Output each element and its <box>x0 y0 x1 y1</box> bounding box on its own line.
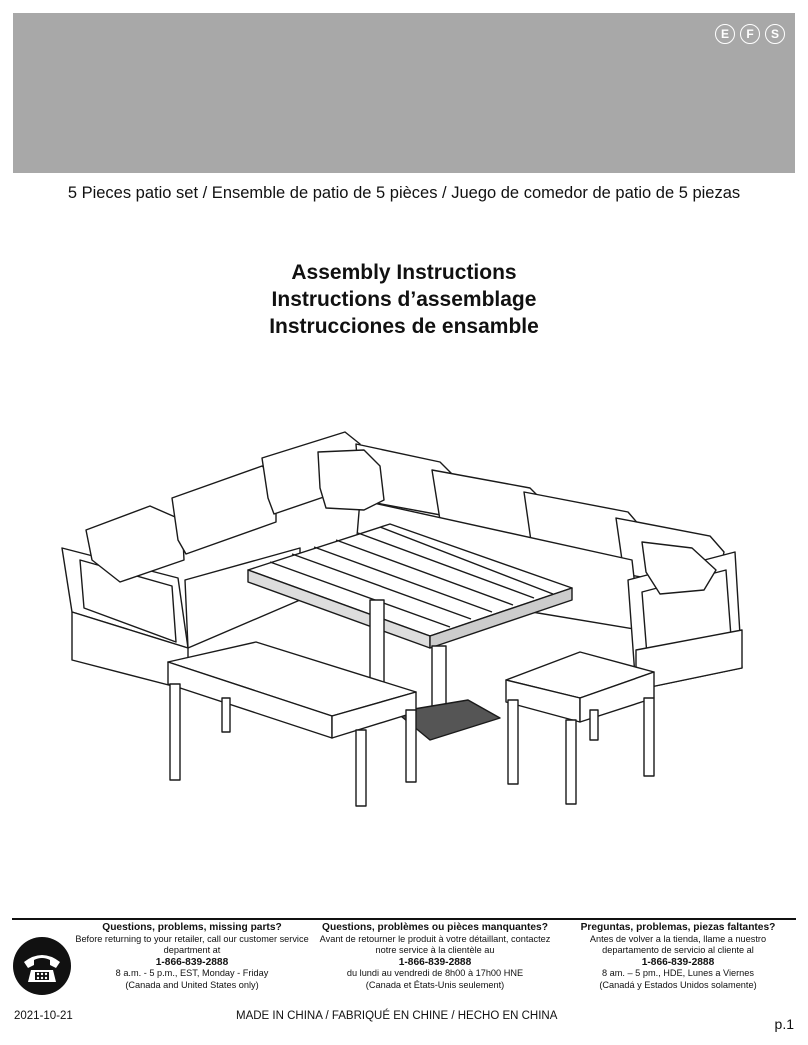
page-number: p.1 <box>774 1016 794 1032</box>
product-subtitle: 5 Pieces patio set / Ensemble de patio de 5 pièces / Juego de comedor de patio de 5 piezas <box>67 184 741 202</box>
help-text-spanish-2: departamento de servicio al cliente al <box>602 945 754 956</box>
title-french: Instructions d’assemblage <box>271 288 537 311</box>
help-phone-french[interactable]: 1-866-839-2888 <box>398 956 472 968</box>
help-spanish <box>560 922 796 992</box>
help-french <box>314 922 556 992</box>
help-hours-spanish: 8 am. – 5 pm., HDE, Lunes a Viernes <box>601 968 754 979</box>
help-text-english-2: department at <box>163 945 221 956</box>
patio-set-illustration <box>55 425 755 815</box>
help-question-english: Questions, problems, missing parts? <box>102 922 282 933</box>
help-hours-english: 8 a.m. - 5 p.m., EST, Monday - Friday <box>115 968 269 979</box>
header-banner <box>13 13 795 173</box>
help-region-english: (Canada and United States only) <box>125 979 259 990</box>
help-phone-spanish[interactable]: 1-866-839-2888 <box>641 956 715 968</box>
help-question-spanish: Preguntas, problemas, piezas faltantes? <box>580 922 776 933</box>
help-text-english: Before returning to your retailer, call our customer service <box>75 933 309 944</box>
help-question-french: Questions, problèmes ou pièces manquantes? <box>322 922 548 933</box>
help-text-spanish: Antes de volver a la tienda, llame a nuestro <box>589 933 767 944</box>
title-block <box>0 259 808 340</box>
language-badge-english: E <box>715 24 735 44</box>
language-badge-spanish: S <box>765 24 785 44</box>
country-of-origin: MADE IN CHINA / FABRIQUÉ EN CHINE / HECHO EN CHINA <box>236 1010 558 1022</box>
help-phone-english[interactable]: 1-866-839-2888 <box>155 956 229 968</box>
help-text-french: Avant de retourner le produit à votre détaillant, contactez <box>319 933 551 944</box>
language-badge-french: F <box>740 24 760 44</box>
help-region-spanish: (Canadá y Estados Unidos solamente) <box>599 979 757 990</box>
help-english <box>73 922 311 992</box>
language-badges <box>715 24 785 44</box>
footer-divider <box>12 918 796 920</box>
title-spanish: Instrucciones de ensamble <box>269 315 539 338</box>
help-region-french: (Canada et États-Unis seulement) <box>365 979 505 990</box>
small-ottoman <box>506 652 654 804</box>
title-english: Assembly Instructions <box>291 261 517 284</box>
help-text-french-2: notre service à la clientèle au <box>375 945 495 956</box>
help-hours-french: du lundi au vendredi de 8h00 à 17h00 HNE <box>346 968 524 979</box>
document-date: 2021-10-21 <box>14 1010 73 1022</box>
telephone-icon <box>12 936 72 996</box>
